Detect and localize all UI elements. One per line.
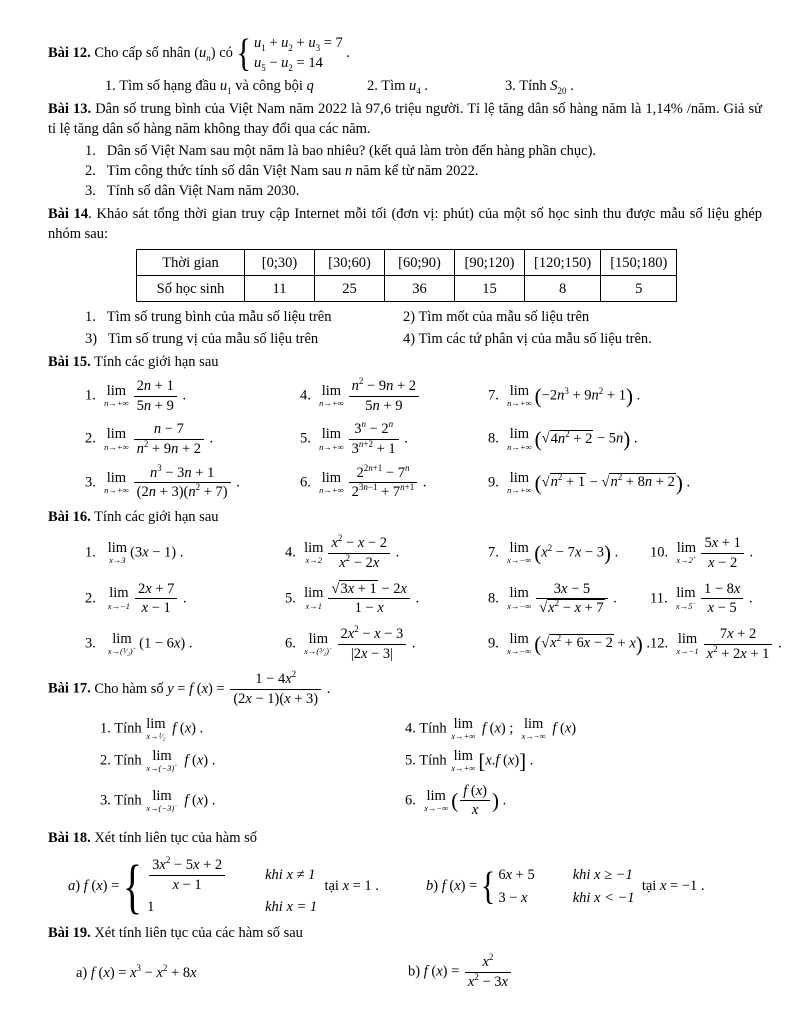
problem-18 [48, 828, 762, 920]
subtask: 2) Tìm mốt của mẫu số liệu trên [403, 309, 590, 326]
math-item: 6. lim x→−∞ ( $\frac{f (x)}{x}$ ) . [405, 782, 507, 819]
limits-row [48, 464, 762, 502]
problem-12-label: Bài 12. [48, 44, 91, 61]
subtask: 2. Tìm công thức tính số dân Việt Nam sau n năm kể từ năm 2022. [85, 163, 479, 180]
table-cell: [60;90) [385, 250, 455, 276]
limits-row [48, 377, 762, 415]
problem-14-label: Bài 14 [48, 206, 89, 223]
problem-17-statement [48, 670, 762, 708]
limits-row [48, 534, 762, 572]
problem-15-statement [48, 352, 762, 372]
math-item: 6. lim n→+∞ $\frac{2^{2n+1} - 7^n}{2^{3n-1} + 7^{n+1}}$ . [300, 462, 427, 501]
math-item: 3. lim n→+∞ $\frac{n^3 - 3n + 1}{(2n + 3)(n^2 + 7)}$ . [85, 462, 240, 501]
table-cell: [30;60) [315, 250, 385, 276]
limits-row [48, 717, 762, 742]
subtask: 3. Tính $S_{20}$ . [505, 78, 574, 97]
limits-row [48, 624, 782, 663]
table-cell: 25 [315, 276, 385, 302]
limits-row [48, 782, 762, 820]
problem-12-intro: Cho cấp số nhân $(u_n)$ có { $u_1 + u_2 + u_3 = 7$ $u_5 - u_2 = 14$ . [94, 31, 351, 75]
math-item: 4. lim n→+∞ $\frac{n^2 - 9n + 2}{5n + 9}$ [300, 377, 488, 415]
subtask: 1. Tìm số hạng đầu $u_1$ và công bội q [105, 78, 314, 97]
problem-14 [48, 204, 762, 349]
problem-15-title: Tính các giới hạn sau [94, 354, 219, 371]
math-item: 4. lim x→2 $\frac{x^2 - x - 2}{x^2 - 2x}$ . [285, 533, 400, 571]
math-item: a) f (x) = { $\frac{3x^2 - 5x + 2}{x - 1}$ khi x ≠ 1 1 khi x = 1 tại x = 1 . [68, 852, 379, 920]
table-cell: [120;150) [525, 250, 601, 276]
problem-18-title: Xét tính liên tục của hàm số [94, 830, 258, 846]
math-item: 5. lim x→1 $\frac{√3x + 1 - 2x}{1 - x}$ . [285, 580, 420, 617]
math-item: 7. lim n→+∞ $(-2n^3 + 9n^2 + 1)$ . [488, 383, 641, 409]
limits-row [48, 580, 762, 618]
math-item: 8. lim x→−∞ $\frac{3x - 5}{√x^2 - x + 7}$ . [488, 580, 617, 617]
limits-row [48, 749, 762, 774]
table-row-counts [137, 276, 677, 302]
piecewise-row [48, 852, 762, 920]
functions-row [48, 953, 762, 991]
math-item: 1. lim x→3 (3x − 1) . [85, 540, 184, 566]
math-item: 3. Tính lim x→(−3)− f (x) . [100, 787, 216, 813]
problem-13 [48, 99, 762, 201]
math-item: 1. Tính lim x→¹⁄₂ f (x) . [100, 715, 204, 741]
math-item: 6. lim x→(³⁄₂)− $\frac{2x^2 - x - 3}{|2x - 3|}$ . [285, 624, 416, 662]
problem-18-label: Bài 18. [48, 830, 91, 846]
subtask: 2. Tìm $u_4$ . [367, 78, 429, 97]
table-cell: 36 [385, 276, 455, 302]
table-cell: 15 [455, 276, 525, 302]
problem-19-statement [48, 923, 762, 943]
problem-19-label: Bài 19. [48, 925, 91, 942]
math-item: 2. lim x→−1 $\frac{2x + 7}{x - 1}$ . [85, 580, 187, 617]
math-item: 3. lim x→(¹⁄₂)+ (1 − 6x) . [85, 630, 193, 656]
subtask: 1. Tìm số trung bình của mẫu số liệu trên [85, 309, 332, 326]
problem-17 [48, 670, 762, 820]
problem-19-title: Xét tính liên tục của các hàm số sau [94, 925, 303, 942]
math-item: 9. lim x→−∞ $(√x^2 + 6x - 2 + x)$ . [488, 630, 651, 656]
problem-13-statement [48, 99, 762, 139]
problem-19 [48, 923, 762, 991]
math-item: 5. Tính lim x→+∞ [x.f (x)] . [405, 748, 534, 774]
subtask: 1. Dân số Việt Nam sau một năm là bao nhiêu? (kết quả làm tròn đến hàng phần chục). [85, 143, 597, 160]
math-item: 2. Tính lim x→(−3)+ f (x) . [100, 748, 216, 774]
frequency-table [136, 249, 677, 302]
problem-12 [48, 31, 762, 97]
problem-17-intro: Cho hàm số y = f (x) = $\frac{1 - 4x^2}{(2x - 1)(x + 3)}$ . [94, 669, 331, 707]
math-item: 1. lim n→+∞ $\frac{2n + 1}{5n + 9}$ . [85, 378, 187, 414]
table-cell: 5 [601, 276, 677, 302]
math-item: 11. lim x→5− $\frac{1 - 8x}{x - 5}$ . [650, 580, 753, 617]
problem-16-label: Bài 16. [48, 509, 91, 526]
math-item: b) f (x) = $\frac{x^2}{x^2 - 3x}$ [408, 953, 762, 991]
table-cell: 8 [525, 276, 601, 302]
problem-17-label: Bài 17. [48, 680, 91, 697]
math-item: 12. lim x→−1 $\frac{7x + 2}{x^2 + 2x + 1}$ . [650, 625, 782, 662]
problem-15-label: Bài 15. [48, 354, 91, 371]
problem-15 [48, 352, 762, 502]
problem-12-subtasks [48, 76, 762, 96]
table-cell: [150;180) [601, 250, 677, 276]
table-cell: 11 [245, 276, 315, 302]
problem-13-subtasks [48, 141, 762, 201]
math-item: 8. lim n→+∞ $(√4n^2 + 2 - 5n)$ . [488, 426, 638, 452]
table-cell: [0;30) [245, 250, 315, 276]
problem-16-title: Tính các giới hạn sau [94, 509, 219, 526]
table-header-cell: Thời gian [137, 250, 245, 276]
problem-14-statement [48, 204, 762, 244]
problem-18-statement [48, 828, 762, 848]
table-header-cell: Số học sinh [137, 276, 245, 302]
math-item: 7. lim x→−∞ $(x^2 - 7x - 3)$ . [488, 540, 619, 566]
subtask: 4) Tìm các tứ phân vị của mẫu số liệu trên. [403, 331, 652, 348]
subtask: 3) Tìm số trung vị của mẫu số liệu trên [85, 331, 319, 348]
problem-12-statement [48, 31, 762, 75]
math-item: 10. lim x→2+ $\frac{5x + 1}{x - 2}$ . [650, 535, 754, 571]
table-row-intervals [137, 250, 677, 276]
problem-13-label: Bài 13. [48, 101, 92, 118]
math-item: 5. lim n→+∞ $\frac{3^n - 2^n}{3^{n+2} + 1}$ . [300, 419, 408, 458]
problem-14-intro: . Khảo sát tổng thời gian truy cập Internet mỗi tối (đơn vị: phút) của một số học sinh thu được mẫu số liệu ghép nhóm sau: [48, 206, 763, 243]
math-item: a) f $(x) = x^3 - x^2 + 8x$ [76, 962, 197, 981]
math-item: b) f (x) = { 6x + 5 khi x ≥ −1 3 − x khi x < −1 tại x = −1 . [426, 864, 705, 908]
problem-16-statement [48, 507, 762, 527]
math-item: 9. lim n→+∞ $(√n^2 + 1 - √n^2 + 8n + 2)$ . [488, 469, 691, 495]
problem-13-intro: Dân số trung bình của Việt Nam năm 2022 là 97,6 triệu người. Tỉ lệ tăng dân số hàng năm là 1,14% /năm. Giả sử tỉ lệ tăng dân số hàng năm không thay đổi qua các năm. [48, 101, 763, 138]
problem-16 [48, 507, 782, 663]
limits-row [48, 420, 762, 458]
subtask: 3. Tính số dân Việt Nam năm 2030. [85, 183, 300, 200]
problem-14-subtasks [48, 307, 762, 349]
math-item: 2. lim n→+∞ $\frac{n - 7}{n^2 + 9n + 2}$ . [85, 421, 214, 458]
table-cell: [90;120) [455, 250, 525, 276]
math-item: 4. Tính lim x→+∞ f (x) ; lim x→−∞ f (x) [405, 715, 577, 741]
